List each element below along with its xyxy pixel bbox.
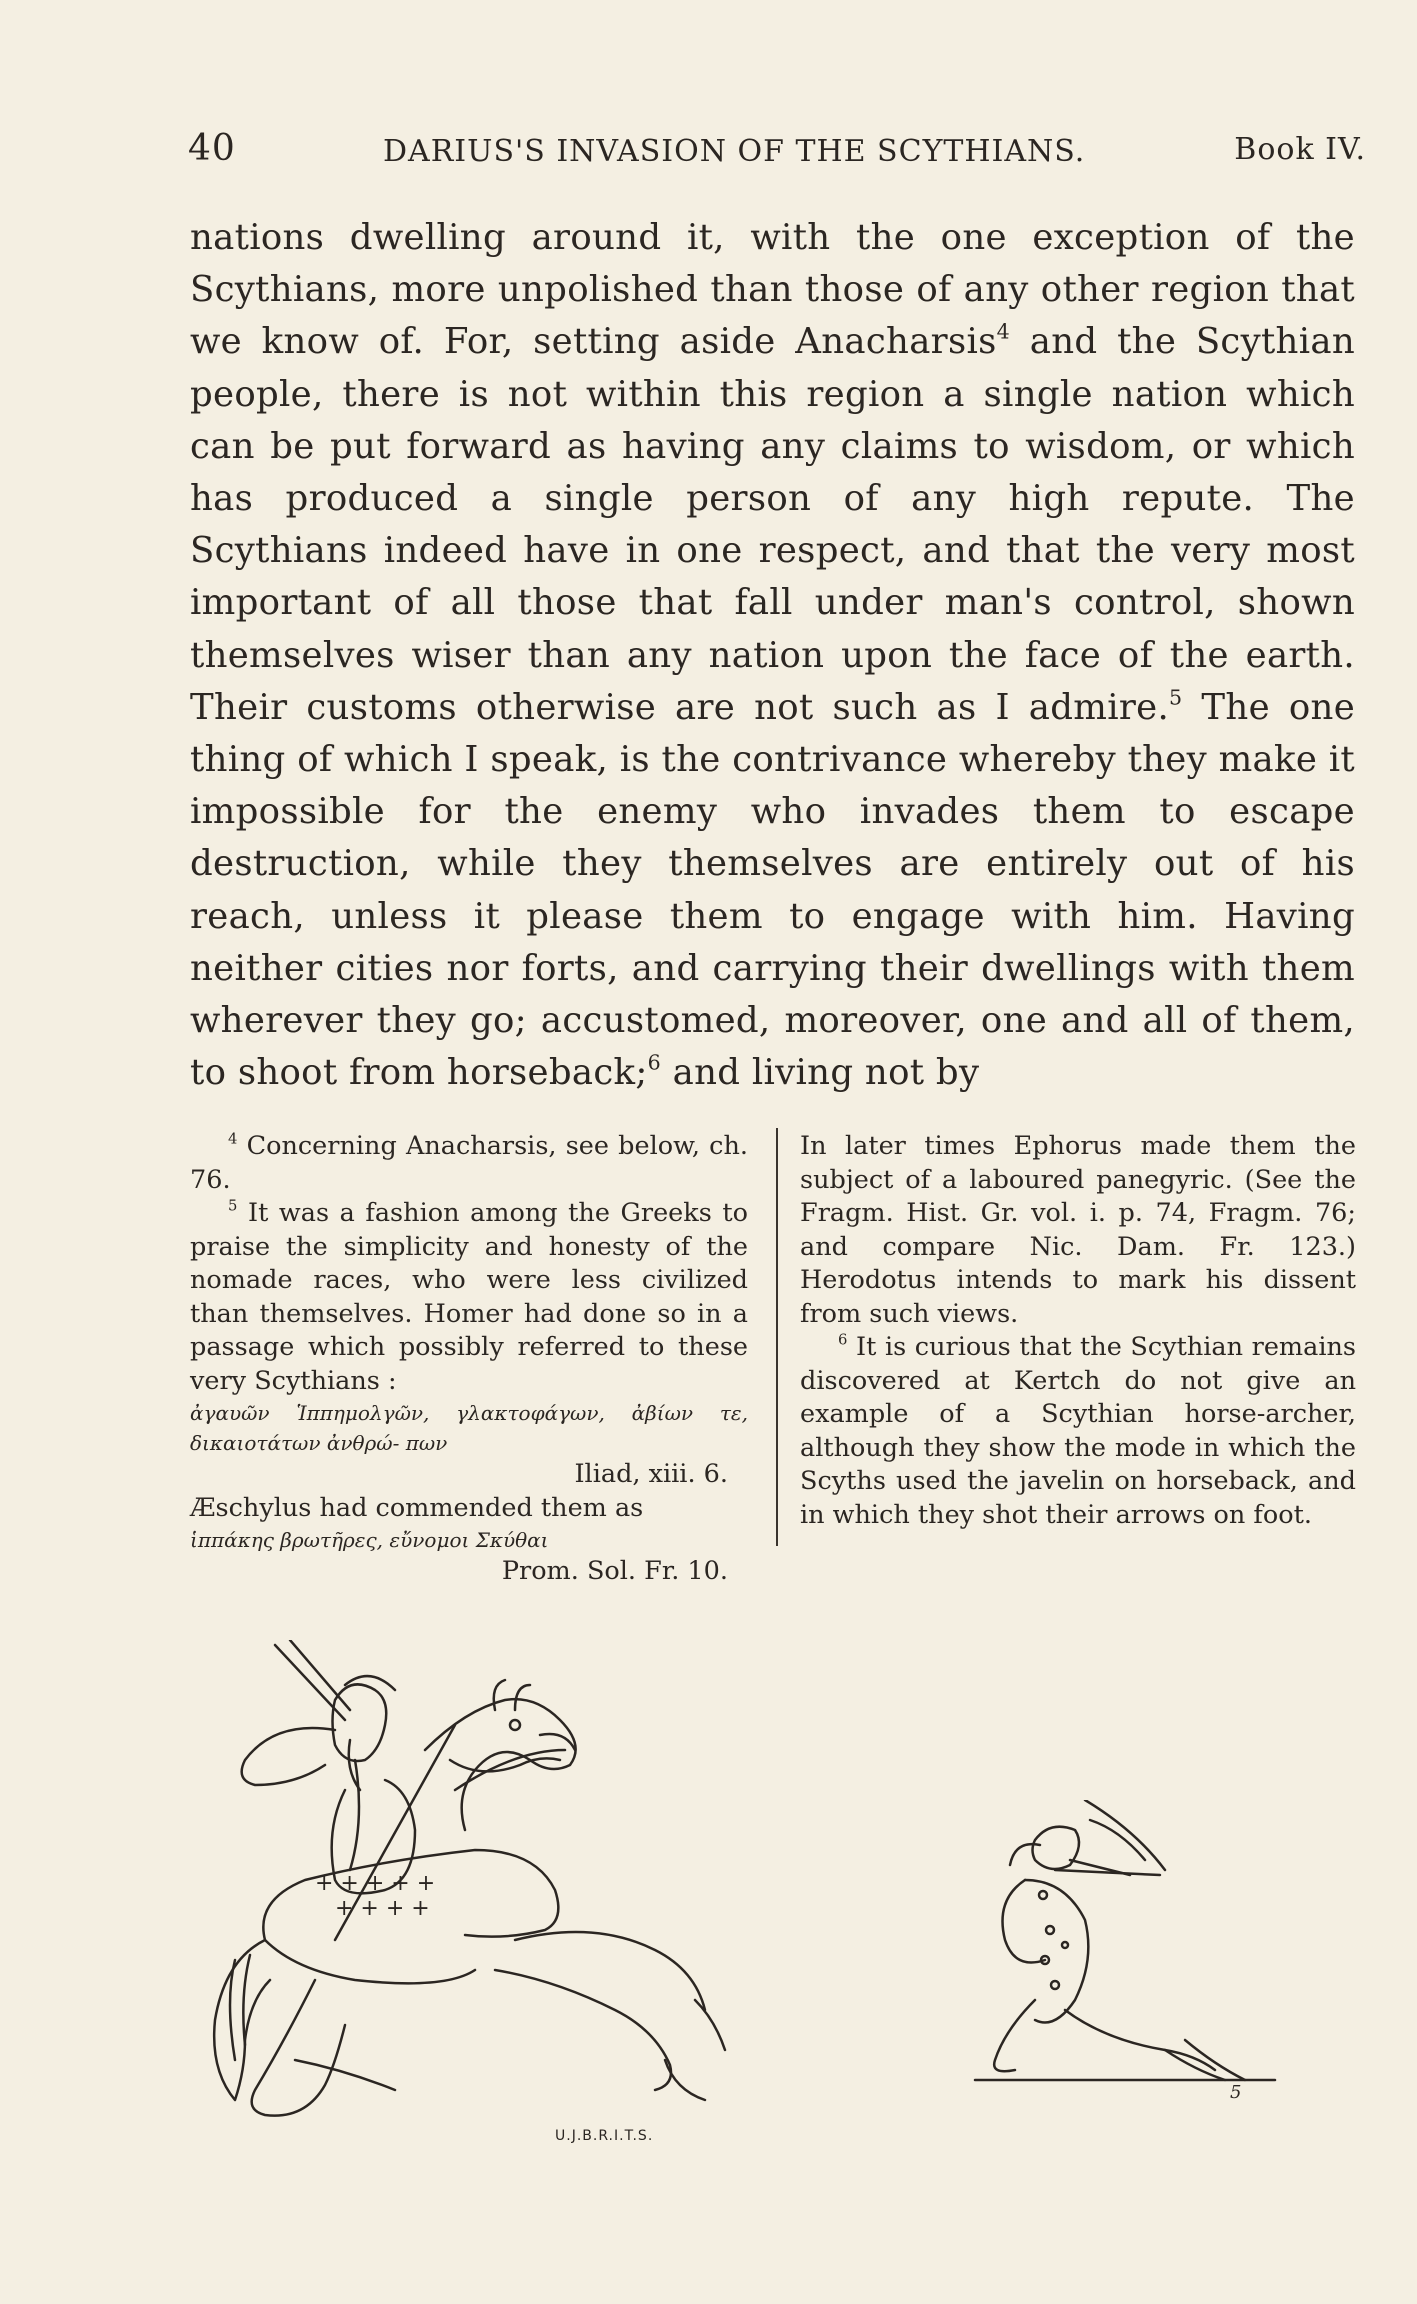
main-text-part: and living not by bbox=[661, 1052, 980, 1094]
footnote-number: 5 bbox=[228, 1197, 238, 1215]
footnote-number: 4 bbox=[228, 1130, 238, 1148]
footnote-ref: 4 bbox=[996, 320, 1011, 344]
scythian-archer-illustration bbox=[915, 1800, 1295, 2100]
greek-quote-aeschylus: ἱππάκης βρωτῆρες, εὔνομοι Σκύθαι bbox=[190, 1528, 549, 1552]
main-paragraph bbox=[190, 212, 1355, 1099]
footnote-text: It is curious that the Scythian remains discovered at Kertch do not give an example of a Scythian horse-archer, although they show the mode in which the Scyths used the javelin on horseback, and in which they shot their arrows on foot. bbox=[800, 1332, 1356, 1530]
footnotes-left bbox=[190, 1130, 748, 1589]
main-text bbox=[190, 212, 1355, 1099]
book-label: Book IV. bbox=[1234, 132, 1366, 167]
greek-quote-iliad: ἀγαυῶν Ἱππημολγῶν, γλακτοφάγων, ἀβίων τε, δικαιοτάτων ἀνθρώ- πων bbox=[190, 1401, 748, 1455]
footnote-6 bbox=[800, 1331, 1356, 1532]
footnote-4 bbox=[190, 1130, 748, 1197]
scythian-horseman-illustration bbox=[195, 1640, 755, 2160]
main-text-part: and the Scythian people, there is not within this region a single nation which can be put forward as having any claims to wisdom, or which has produced a single person of any high repute. The Scythians indeed have in one respect, and that the very most important of all those that fall under man's control, shown themselves wiser than any nation upon the face of the earth. Their customs otherwise are not such as I admire. bbox=[190, 321, 1355, 728]
citation-text: Prom. Sol. Fr. 10. bbox=[501, 1556, 728, 1586]
svg-text:+ + + +: + + + + bbox=[335, 1896, 430, 1921]
running-title: DARIUS'S INVASION OF THE SCYTHIANS. bbox=[383, 134, 1086, 169]
footnotes-right bbox=[800, 1130, 1356, 1532]
page-number: 40 bbox=[188, 128, 236, 169]
footnote-text: Concerning Anacharsis, see below, ch. 76. bbox=[190, 1131, 748, 1195]
footnote-text: It was a fashion among the Greeks to praise the simplicity and honesty of the nomade races, who were less civilized than themselves. Homer had done so in a passage which possibly referred to these very Scythians : bbox=[190, 1198, 748, 1396]
footnote-number: 6 bbox=[838, 1331, 848, 1349]
citation-text: Iliad, xiii. 6. bbox=[574, 1459, 728, 1489]
column-divider bbox=[776, 1128, 778, 1546]
citation-iliad bbox=[190, 1458, 748, 1492]
figure-label: U.J.B.R.I.T.S. bbox=[555, 2128, 654, 2144]
footnote-ref: 5 bbox=[1169, 685, 1183, 710]
running-header bbox=[188, 128, 1366, 188]
footnote-aeschylus: Æschylus had commended them as bbox=[190, 1492, 644, 1523]
citation-prometheus bbox=[190, 1555, 748, 1589]
footnote-ref: 6 bbox=[647, 1050, 662, 1075]
main-text-part: The one thing of which I speak, is the contrivance whereby they make it impossible for the enemy who invades them to escape destruction, while they themselves are entirely out of his reach, unless it please them to engage with him. Having neither cities nor forts, and carrying their dwellings with them wherever they go; accustomed, moreover, one and all of them, to shoot from horseback; bbox=[190, 686, 1356, 1094]
svg-text:+ + + + +: + + + + + bbox=[315, 1871, 436, 1896]
footnote-5 bbox=[190, 1197, 748, 1398]
main-text-part: nations dwelling around it, with the one exception of the Scythians, more unpolished than those of any other region that we know of. For, setting aside Anacharsis bbox=[190, 217, 1355, 363]
footnote-5-continued: In later times Ephorus made them the subject of a laboured panegyric. (See the Fragm. Hist. Gr. vol. i. p. 74, Fragm. 76; and compare Nic. Dam. Fr. 123.) Herodotus intends to mark his dissent from such views. bbox=[800, 1131, 1356, 1329]
figure-mark: 5 bbox=[1230, 2082, 1242, 2103]
